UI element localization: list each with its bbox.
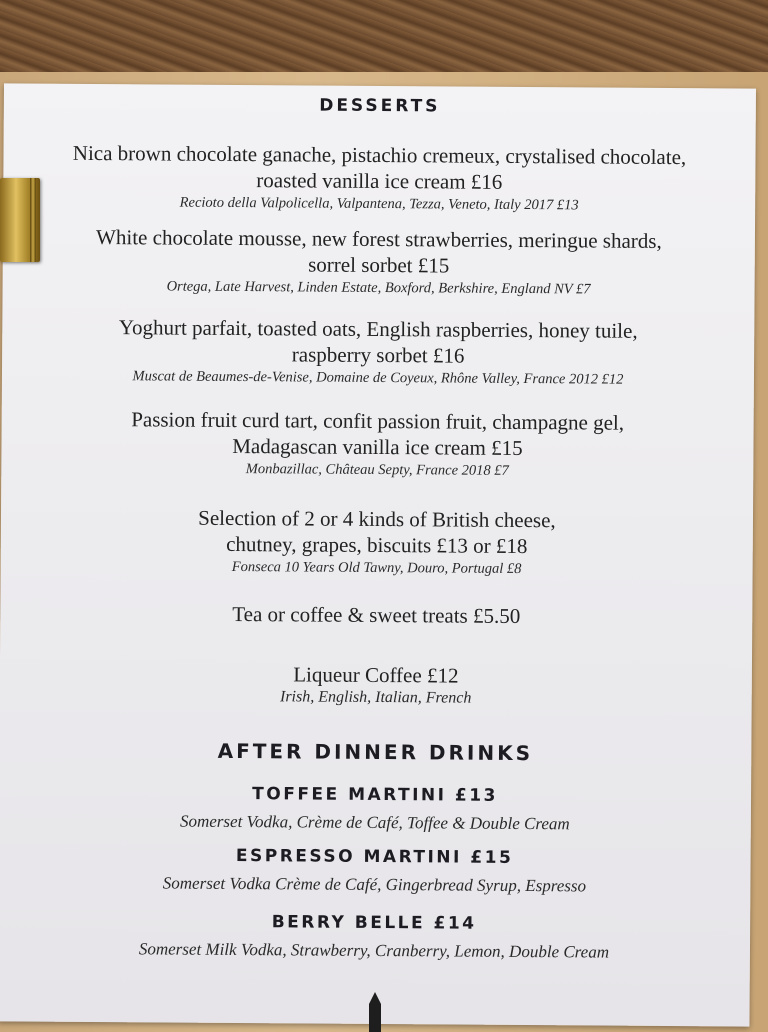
liqueur-options: Irish, English, Italian, French bbox=[279, 688, 472, 707]
drink-item bbox=[0, 909, 750, 964]
tea-coffee-name: Tea or coffee & sweet treats £5.50 bbox=[232, 601, 521, 628]
drink-item bbox=[0, 843, 751, 898]
wine-pairing: Monbazillac, Château Septy, France 2018 £7 bbox=[245, 461, 509, 479]
dessert-item bbox=[1, 405, 753, 481]
desserts-heading: DESSERTS bbox=[319, 95, 441, 117]
dessert-item bbox=[3, 139, 755, 215]
drink-name: ESPRESSO MARTINI £15 bbox=[235, 846, 514, 868]
drink-description: Somerset Vodka, Crème de Café, Toffee & Double Cream bbox=[179, 811, 570, 834]
drink-description: Somerset Vodka Crème de Café, Gingerbread Syrup, Espresso bbox=[162, 873, 587, 896]
dessert-item bbox=[2, 313, 754, 389]
dessert-item bbox=[1, 503, 753, 579]
drink-item bbox=[0, 781, 751, 836]
dessert-name: White chocolate mousse, new forest strawberries, meringue shards, sorrel sorbet £15 bbox=[96, 225, 662, 278]
dessert-item bbox=[3, 223, 755, 299]
drink-name: TOFFEE MARTINI £13 bbox=[252, 784, 498, 806]
liqueur-coffee-item bbox=[0, 659, 752, 709]
tea-coffee-item bbox=[0, 599, 752, 630]
drink-description: Somerset Milk Vodka, Strawberry, Cranberry, Lemon, Double Cream bbox=[138, 939, 610, 962]
liqueur-coffee-name: Liqueur Coffee £12 bbox=[293, 662, 459, 688]
menu-page bbox=[0, 83, 756, 1026]
wine-pairing: Recioto della Valpolicella, Valpantena, Tezza, Veneto, Italy 2017 £13 bbox=[179, 194, 579, 214]
wine-pairing: Fonseca 10 Years Old Tawny, Douro, Portugal £8 bbox=[231, 558, 522, 577]
dessert-name: Passion fruit curd tart, confit passion fruit, champagne gel, Madagascan vanilla ice cream £15 bbox=[131, 407, 625, 461]
wine-pairing: Muscat de Beaumes-de-Venise, Domaine de Coyeux, Rhône Valley, France 2012 £12 bbox=[132, 368, 624, 388]
brass-clip bbox=[0, 178, 40, 262]
dessert-name: Selection of 2 or 4 kinds of British cheese, chutney, grapes, biscuits £13 or £18 bbox=[198, 505, 556, 559]
dessert-name: Yoghurt parfait, toasted oats, English raspberries, honey tuile, raspberry sorbet £16 bbox=[118, 315, 638, 368]
wine-pairing: Ortega, Late Harvest, Linden Estate, Boxford, Berkshire, England NV £7 bbox=[166, 278, 591, 298]
dessert-name: Nica brown chocolate ganache, pistachio cremeux, crystalised chocolate, roasted vanilla ice cream £16 bbox=[72, 140, 687, 194]
drink-name: BERRY BELLE £14 bbox=[271, 912, 477, 934]
after-dinner-drinks-heading: AFTER DINNER DRINKS bbox=[217, 738, 534, 766]
